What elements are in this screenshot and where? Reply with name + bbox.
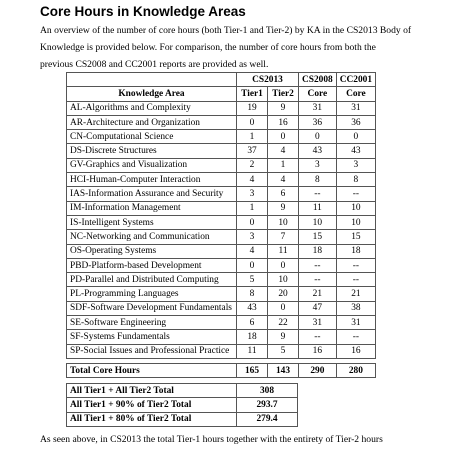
knowledge-area-cell: AR-Architecture and Organization: [67, 115, 237, 129]
tier1-cell: 1: [237, 201, 268, 215]
tier2-cell: 0: [268, 130, 299, 144]
tier1-cell: 0: [237, 258, 268, 272]
table-header-row-2: [67, 87, 376, 101]
knowledge-area-cell: SF-Systems Fundamentals: [67, 330, 237, 344]
tier2-cell: 0: [268, 301, 299, 315]
tier2-cell: 10: [268, 273, 299, 287]
cs2008-core-cell: --: [299, 273, 337, 287]
tier1-cell: 18: [237, 330, 268, 344]
cc2001-core-cell: 38: [336, 301, 375, 315]
summary-row: [67, 412, 298, 426]
knowledge-area-cell: IAS-Information Assurance and Security: [67, 187, 237, 201]
header-tier1: Tier1: [237, 87, 268, 101]
tier1-cell: 3: [237, 187, 268, 201]
table-row: [67, 144, 376, 158]
intro-line-2: Knowledge is provided below. For comparison, the number of core hours from both the: [40, 42, 376, 53]
section-heading: Core Hours in Knowledge Areas: [40, 4, 246, 19]
tier2-cell: 9: [268, 201, 299, 215]
table-row: [67, 215, 376, 229]
table-row: [67, 230, 376, 244]
cc2001-core-cell: 16: [336, 344, 375, 358]
tier1-cell: 6: [237, 316, 268, 330]
tier2-cell: 9: [268, 101, 299, 115]
table-row: [67, 330, 376, 344]
cs2008-core-cell: 15: [299, 230, 337, 244]
core-hours-table: [66, 72, 376, 378]
cs2008-core-cell: --: [299, 330, 337, 344]
total-row: [67, 363, 376, 377]
table-row: [67, 158, 376, 172]
intro-line-1: An overview of the number of core hours (both Tier-1 and Tier-2) by KA in the CS2013 Body of: [40, 25, 412, 36]
table-row: [67, 301, 376, 315]
knowledge-area-cell: CN-Computational Science: [67, 130, 237, 144]
tier1-cell: 1: [237, 130, 268, 144]
knowledge-area-cell: SDF-Software Development Fundamentals: [67, 301, 237, 315]
table-header-row-1: [67, 73, 376, 87]
outro-paragraph: As seen above, in CS2013 the total Tier-1 hours together with the entirety of Tier-2 hours: [40, 434, 383, 445]
knowledge-area-cell: SE-Software Engineering: [67, 316, 237, 330]
tier1-cell: 43: [237, 301, 268, 315]
cc2001-core-cell: 31: [336, 101, 375, 115]
knowledge-area-cell: SP-Social Issues and Professional Practice: [67, 344, 237, 358]
tier1-cell: 8: [237, 287, 268, 301]
tier2-cell: 5: [268, 344, 299, 358]
summary-table: [66, 383, 298, 427]
cc2001-core-cell: 21: [336, 287, 375, 301]
header-knowledge-area: Knowledge Area: [67, 87, 237, 101]
summary-label: All Tier1 + 90% of Tier2 Total: [67, 398, 237, 412]
summary-value: 308: [237, 384, 298, 398]
cs2008-core-cell: 31: [299, 101, 337, 115]
knowledge-area-cell: DS-Discrete Structures: [67, 144, 237, 158]
cc2001-core-cell: --: [336, 330, 375, 344]
table-row: [67, 130, 376, 144]
total-label: Total Core Hours: [67, 363, 237, 377]
total-tier2: 143: [268, 363, 299, 377]
table-row: [67, 344, 376, 358]
summary-row: [67, 398, 298, 412]
cc2001-core-cell: 10: [336, 201, 375, 215]
summary-table-wrapper: [66, 383, 298, 427]
tier1-cell: 11: [237, 344, 268, 358]
cc2001-core-cell: --: [336, 273, 375, 287]
cs2008-core-cell: --: [299, 258, 337, 272]
summary-value: 279.4: [237, 412, 298, 426]
tier1-cell: 5: [237, 273, 268, 287]
cc2001-core-cell: --: [336, 187, 375, 201]
table-row: [67, 258, 376, 272]
tier2-cell: 16: [268, 115, 299, 129]
knowledge-area-cell: HCI-Human-Computer Interaction: [67, 173, 237, 187]
intro-line-3: previous CS2008 and CC2001 reports are provided as well.: [40, 59, 269, 70]
cs2008-core-cell: 8: [299, 173, 337, 187]
cs2008-core-cell: 0: [299, 130, 337, 144]
cs2008-core-cell: 16: [299, 344, 337, 358]
core-hours-table-wrapper: [66, 72, 376, 378]
table-row: [67, 115, 376, 129]
knowledge-area-cell: PD-Parallel and Distributed Computing: [67, 273, 237, 287]
tier1-cell: 0: [237, 215, 268, 229]
total-tier1: 165: [237, 363, 268, 377]
cc2001-core-cell: 36: [336, 115, 375, 129]
header-cc2001-core: Core: [336, 87, 375, 101]
cc2001-core-cell: --: [336, 258, 375, 272]
tier1-cell: 37: [237, 144, 268, 158]
tier2-cell: 20: [268, 287, 299, 301]
tier1-cell: 4: [237, 244, 268, 258]
cs2008-core-cell: 11: [299, 201, 337, 215]
table-row: [67, 287, 376, 301]
tier2-cell: 10: [268, 215, 299, 229]
table-row: [67, 316, 376, 330]
header-cc2001: CC2001: [336, 73, 375, 87]
cc2001-core-cell: 31: [336, 316, 375, 330]
cs2008-core-cell: 10: [299, 215, 337, 229]
table-row: [67, 201, 376, 215]
tier1-cell: 19: [237, 101, 268, 115]
header-blank-cell: [67, 73, 237, 87]
cs2008-core-cell: 18: [299, 244, 337, 258]
table-row: [67, 187, 376, 201]
knowledge-area-cell: OS-Operating Systems: [67, 244, 237, 258]
knowledge-area-cell: NC-Networking and Communication: [67, 230, 237, 244]
cs2008-core-cell: 47: [299, 301, 337, 315]
tier1-cell: 0: [237, 115, 268, 129]
knowledge-area-cell: PBD-Platform-based Development: [67, 258, 237, 272]
table-row: [67, 273, 376, 287]
cc2001-core-cell: 3: [336, 158, 375, 172]
knowledge-area-cell: IS-Intelligent Systems: [67, 215, 237, 229]
cc2001-core-cell: 10: [336, 215, 375, 229]
summary-value: 293.7: [237, 398, 298, 412]
tier2-cell: 11: [268, 244, 299, 258]
tier2-cell: 7: [268, 230, 299, 244]
cc2001-core-cell: 0: [336, 130, 375, 144]
total-cc2001: 280: [336, 363, 375, 377]
header-cs2013: CS2013: [237, 73, 299, 87]
header-cs2008: CS2008: [299, 73, 337, 87]
cs2008-core-cell: 36: [299, 115, 337, 129]
cs2008-core-cell: 43: [299, 144, 337, 158]
tier2-cell: 1: [268, 158, 299, 172]
cs2008-core-cell: 21: [299, 287, 337, 301]
tier2-cell: 22: [268, 316, 299, 330]
cs2008-core-cell: --: [299, 187, 337, 201]
tier1-cell: 3: [237, 230, 268, 244]
header-cs2008-core: Core: [299, 87, 337, 101]
table-row: [67, 101, 376, 115]
tier2-cell: 0: [268, 258, 299, 272]
summary-label: All Tier1 + 80% of Tier2 Total: [67, 412, 237, 426]
knowledge-area-cell: AL-Algorithms and Complexity: [67, 101, 237, 115]
cs2008-core-cell: 31: [299, 316, 337, 330]
tier2-cell: 6: [268, 187, 299, 201]
total-cs2008: 290: [299, 363, 337, 377]
knowledge-area-cell: PL-Programming Languages: [67, 287, 237, 301]
tier2-cell: 4: [268, 144, 299, 158]
tier2-cell: 9: [268, 330, 299, 344]
intro-paragraph: [40, 22, 445, 73]
tier1-cell: 2: [237, 158, 268, 172]
summary-row: [67, 384, 298, 398]
tier2-cell: 4: [268, 173, 299, 187]
knowledge-area-cell: GV-Graphics and Visualization: [67, 158, 237, 172]
cc2001-core-cell: 8: [336, 173, 375, 187]
cc2001-core-cell: 15: [336, 230, 375, 244]
cc2001-core-cell: 43: [336, 144, 375, 158]
cs2008-core-cell: 3: [299, 158, 337, 172]
cc2001-core-cell: 18: [336, 244, 375, 258]
tier1-cell: 4: [237, 173, 268, 187]
summary-label: All Tier1 + All Tier2 Total: [67, 384, 237, 398]
table-row: [67, 173, 376, 187]
table-row: [67, 244, 376, 258]
header-tier2: Tier2: [268, 87, 299, 101]
knowledge-area-cell: IM-Information Management: [67, 201, 237, 215]
